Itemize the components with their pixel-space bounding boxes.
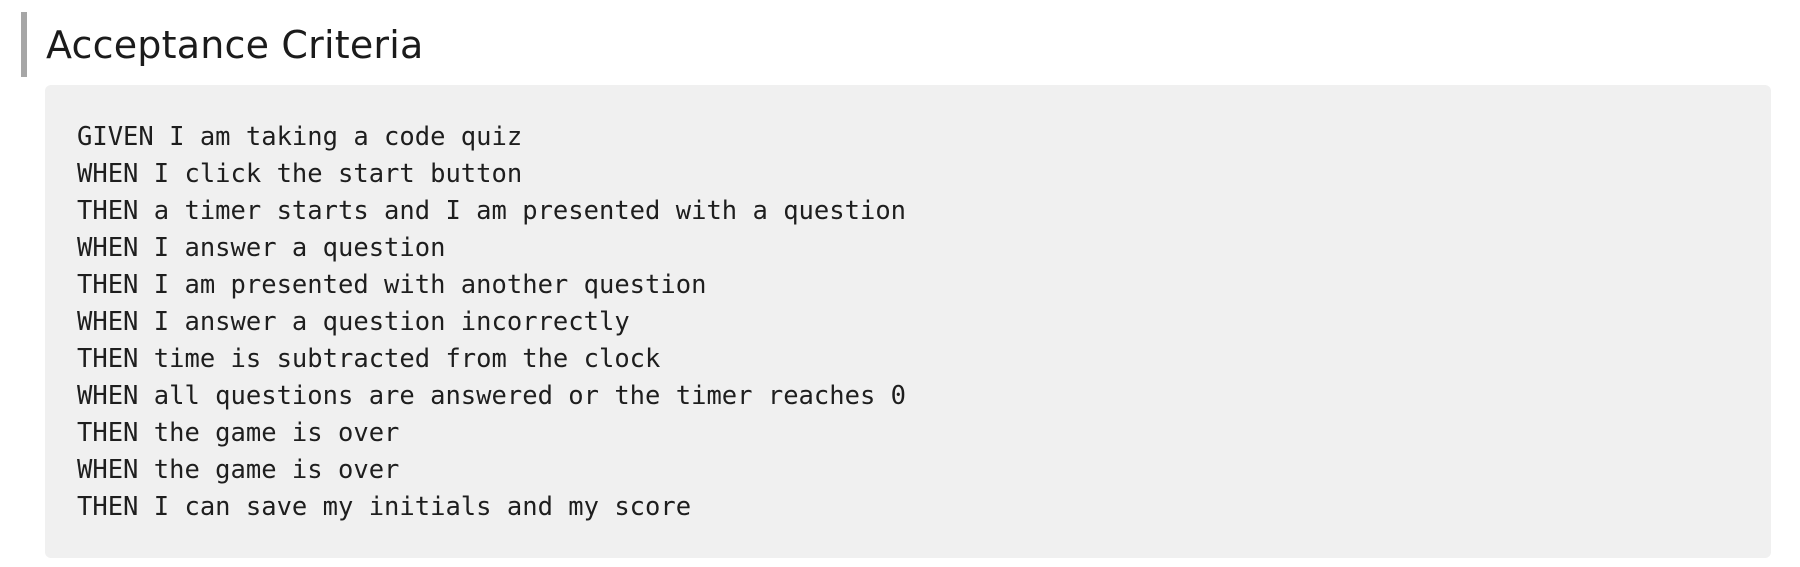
code-line: GIVEN I am taking a code quiz — [77, 122, 523, 152]
code-line: THEN time is subtracted from the clock — [77, 344, 661, 374]
code-line: THEN I can save my initials and my score — [77, 492, 692, 522]
heading-container — [21, 12, 424, 77]
code-line: WHEN the game is over — [77, 455, 400, 485]
code-line: THEN a timer starts and I am presented with a question — [77, 196, 907, 226]
code-line: WHEN all questions are answered or the timer reaches 0 — [77, 381, 907, 411]
code-line: WHEN I answer a question — [77, 233, 446, 263]
code-line: THEN I am presented with another question — [77, 270, 707, 300]
code-line: THEN the game is over — [77, 418, 400, 448]
code-block — [45, 85, 1771, 558]
code-line: WHEN I click the start button — [77, 159, 523, 189]
section-heading: Acceptance Criteria — [46, 22, 424, 67]
code-line: WHEN I answer a question incorrectly — [77, 307, 630, 337]
